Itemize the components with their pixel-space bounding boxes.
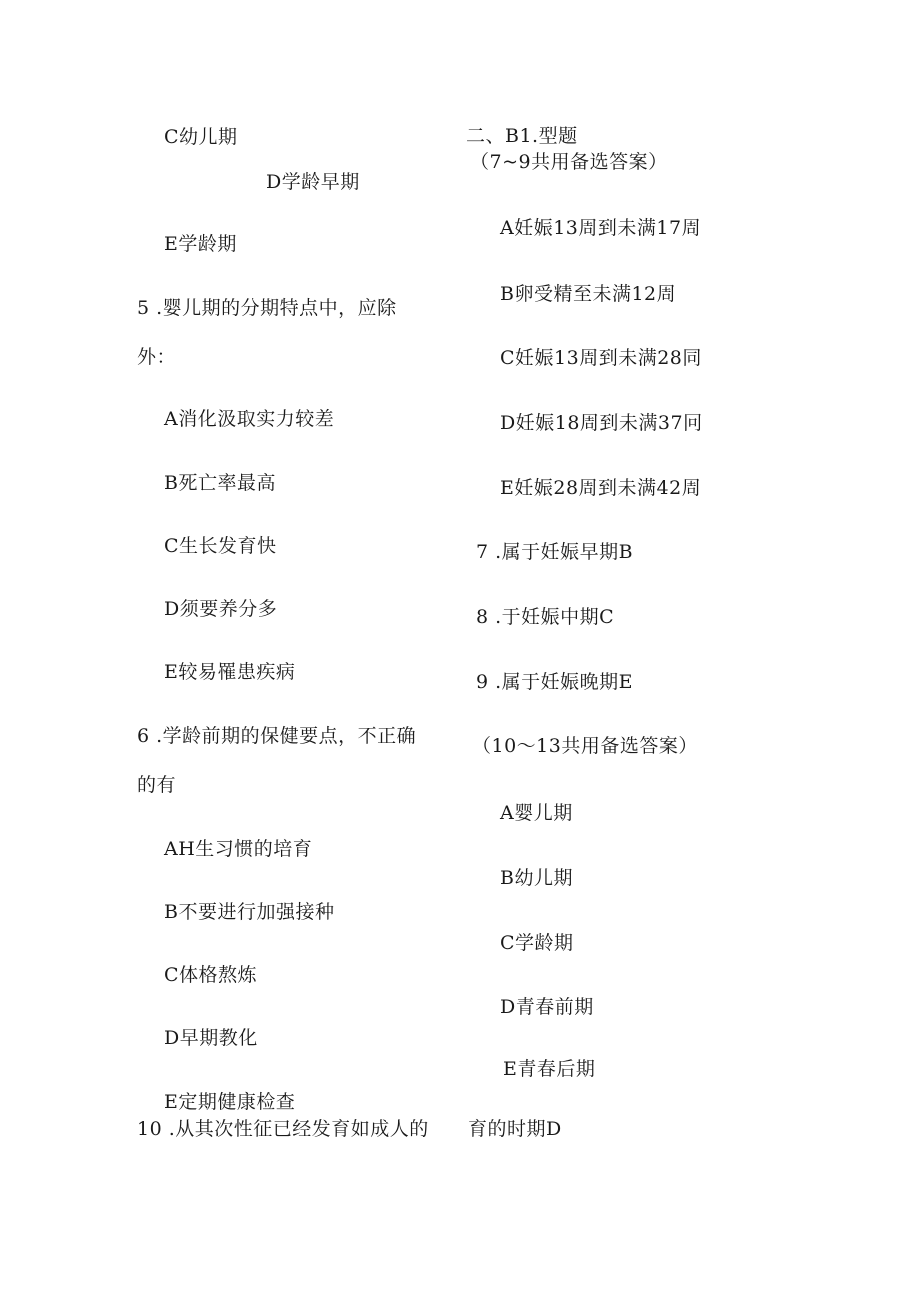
q10-stem-line2: 育的时期D: [468, 1118, 562, 1140]
q5-option-b: B死亡率最高: [164, 472, 276, 494]
q5-option-e: E较易罹患疾病: [164, 661, 296, 683]
q5-stem-line1: 5 .婴儿期的分期特点中，应除: [137, 297, 397, 319]
q10-stem-line1: 10 .从其次性征已经发育如成人的: [137, 1118, 429, 1140]
group2-option-d: D青春前期: [500, 996, 594, 1018]
q5-stem-line2: 外：: [137, 346, 177, 368]
group2-option-a: A婴儿期: [500, 802, 573, 824]
q4-option-c: C幼儿期: [164, 126, 238, 148]
q6-option-c: C体格熬炼: [164, 964, 258, 986]
q6-option-a: AH生习惯的培育: [164, 838, 313, 860]
q5-option-a: A消化汲取实力较差: [164, 408, 335, 430]
question-9: 9 .属于妊娠晚期E: [476, 671, 634, 693]
group2-option-b: B幼儿期: [500, 867, 573, 889]
q4-option-e: E学龄期: [164, 233, 237, 255]
group2-option-e: E青春后期: [503, 1058, 596, 1080]
q6-stem-line2: 的有: [137, 774, 177, 796]
q5-option-d: D须要养分多: [164, 598, 278, 620]
q6-option-d: D早期教化: [164, 1027, 258, 1049]
q6-option-e: E定期健康检查: [164, 1091, 296, 1113]
group2-note: （10～13共用备选答案）: [472, 735, 698, 757]
q4-option-d: D学龄早期: [266, 171, 360, 193]
question-8: 8 .于妊娠中期C: [476, 606, 615, 628]
group2-option-c: C学龄期: [500, 932, 574, 954]
group1-option-a: A妊娠13周到未满17周: [500, 217, 702, 239]
q6-stem-line1: 6 .学龄前期的保健要点，不正确: [137, 725, 417, 747]
q5-option-c: C生长发育快: [164, 535, 277, 557]
q6-option-b: B不要进行加强接种: [164, 901, 335, 923]
section-heading: 二、B1.型题: [466, 125, 578, 147]
group1-option-c: C妊娠13周到未满28同: [500, 347, 702, 369]
group1-option-d: D妊娠18周到未满37冋: [500, 412, 703, 434]
group1-note: （7~9共用备选答案）: [470, 151, 668, 173]
question-7: 7 .属于妊娠早期B: [476, 541, 634, 563]
group1-option-e: E妊娠28周到未满42周: [500, 477, 702, 499]
group1-option-b: B卵受精至未满12周: [500, 283, 677, 305]
